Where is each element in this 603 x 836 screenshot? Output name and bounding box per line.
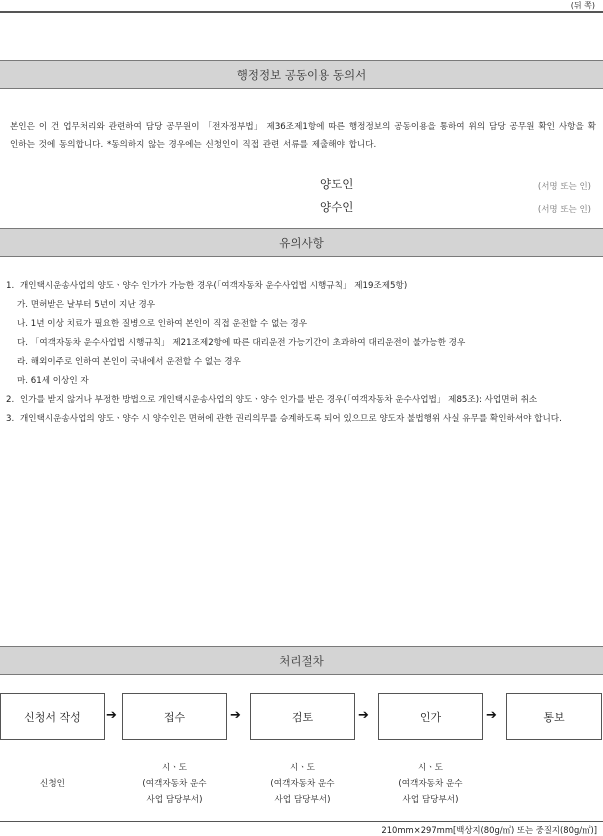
step-application (0, 693, 105, 740)
procedure-title: 처리절차 (279, 653, 324, 668)
top-rule (0, 11, 603, 13)
note-text: 개인택시운송사업의 양도ㆍ양수 인가가 가능한 경우(「여객자동차 운수사업법 시행규칙」 제19조제5항) (20, 281, 408, 291)
note-number: 2. (6, 395, 15, 405)
arrow-right-icon: ➔ (106, 708, 117, 723)
step-approval (378, 693, 483, 740)
actor-review-office: 시ㆍ도 (여객자동차 운수 사업 담당부서) (270, 763, 335, 805)
signer-row-transferee (0, 199, 603, 219)
notes-list (6, 277, 602, 429)
signer-name: 양수인 (320, 200, 354, 214)
step-label: 검토 (291, 710, 314, 724)
signer-name: 양도인 (320, 177, 354, 191)
actor-receipt-office: 시ㆍ도 (여객자동차 운수 사업 담당부서) (142, 763, 207, 805)
note-number: 3. (6, 414, 15, 424)
paper-spec: 210mm×297mm[백상지(80g/㎡) 또는 중질지(80g/㎡)] (381, 825, 597, 835)
note-sub-item: 가. 면허받은 날부터 5년이 지난 경우 (17, 300, 156, 310)
note-sub-item: 라. 해외이주로 인하여 본인이 국내에서 운전할 수 없는 경우 (17, 357, 241, 367)
bottom-rule (0, 821, 603, 822)
consent-title: 행정정보 공동이용 동의서 (236, 67, 367, 82)
consent-section-header (0, 60, 603, 89)
step-label: 신청서 작성 (24, 710, 81, 724)
page-side-label: (뒤 쪽) (570, 1, 595, 10)
step-label: 통보 (543, 710, 565, 724)
notes-section-header (0, 228, 603, 257)
step-label: 인가 (419, 710, 442, 724)
note-item-2 (6, 391, 602, 410)
note-item-3 (6, 410, 602, 429)
step-label: 접수 (163, 710, 186, 724)
note-text: 개인택시운송사업의 양도ㆍ양수 시 양수인은 면허에 관한 권리의무를 승계하도록 되어 있으므로 양도자 불법행위 사실 유무를 확인하셔야 합니다. (20, 414, 562, 424)
consent-body: 본인은 이 건 업무처리와 관련하여 담당 공무원이 「전자정부법」 제36조제1항에 따른 행정정보의 공동이용을 통하여 위의 담당 공무원 확인 사항을 확인하는 것에 동의합니다. *동의하지 않는 경우에는 신청인이 직접 관련 서류를 제출해야 합니다. (10, 122, 596, 150)
step-receipt (122, 693, 227, 740)
note-sub-item: 다. 「여객자동차 운수사업법 시행규칙」 제21조제2항에 따른 대리운전 가능기간이 초과하여 대리운전이 불가능한 경우 (17, 338, 466, 348)
arrow-right-icon: ➔ (358, 708, 369, 723)
procedure-section-header (0, 646, 603, 675)
arrow-right-icon: ➔ (230, 708, 241, 723)
note-sub-item: 나. 1년 이상 치료가 필요한 질병으로 인하여 본인이 직접 운전할 수 없는 경우 (17, 319, 308, 329)
note-sub-item: 마. 61세 이상인 자 (17, 376, 89, 386)
signature-note: (서명 또는 인) (537, 205, 591, 215)
signature-note: (서명 또는 인) (537, 182, 591, 192)
note-number: 1. (6, 281, 15, 291)
note-item-1 (6, 277, 602, 391)
actor-approval-office: 시ㆍ도 (여객자동차 운수 사업 담당부서) (398, 763, 463, 805)
step-notification (506, 693, 602, 740)
actor-applicant: 신청인 (40, 779, 65, 789)
signer-row-transferor (0, 176, 603, 196)
arrow-right-icon: ➔ (486, 708, 497, 723)
procedure-flow (0, 693, 603, 743)
notes-title: 유의사항 (279, 235, 324, 250)
note-text: 인가를 받지 않거나 부정한 방법으로 개인택시운송사업의 양도ㆍ양수 인가를 받은 경우(「여객자동차 운수사업법」 제85조): 사업면허 취소 (20, 395, 538, 405)
step-review (250, 693, 355, 740)
